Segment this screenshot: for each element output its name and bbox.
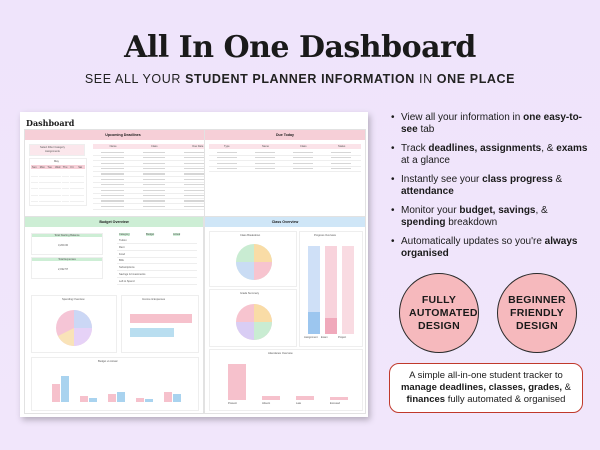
calendar-cell[interactable]	[31, 195, 38, 202]
progress-overview-chart	[299, 231, 363, 347]
calendar-day-label: Sat	[78, 165, 83, 169]
budget-row-label: Left to Spend	[119, 279, 135, 283]
calendar-days	[31, 165, 85, 169]
budget-row-label: Bills	[119, 259, 124, 263]
calendar-day-label: Wed	[55, 165, 61, 169]
due-today-panel	[204, 129, 366, 221]
panel-header: Due Today	[205, 130, 365, 140]
starting-balance-card	[31, 233, 103, 255]
attendance-label: Absent	[262, 402, 271, 405]
class-breakdown-pie	[210, 232, 296, 286]
table-row	[117, 243, 197, 244]
calendar-day-label: Sun	[32, 165, 37, 169]
budget-bar	[136, 398, 144, 402]
starting-balance-value: 3,200.00	[58, 244, 69, 247]
progress-bar-fill	[325, 318, 337, 334]
table-column-header: Type	[224, 145, 230, 148]
chart-title: Spending Overview	[62, 298, 85, 301]
progress-label: Assignment	[304, 336, 318, 339]
actual-bar	[145, 399, 153, 402]
attendance-label: Excused	[330, 402, 340, 405]
income-bar	[130, 314, 192, 323]
chart-title: Budget vs Actual	[98, 360, 118, 363]
panel-header: Class Overview	[205, 217, 365, 227]
table-column-header: Due Date	[192, 145, 204, 148]
progress-label: Project	[338, 336, 347, 339]
budget-actual-bars	[46, 368, 192, 402]
chart-title: Attendance Overview	[268, 352, 293, 355]
table-column-header: Class	[151, 145, 158, 148]
budget-table	[117, 233, 197, 289]
table-column-header: Class	[300, 145, 307, 148]
chart-title: Income & Expenses	[142, 298, 166, 301]
calendar-day-label: Thu	[62, 165, 68, 169]
calendar-cell[interactable]	[46, 195, 53, 202]
budget-bar	[80, 396, 88, 402]
budget-bar	[108, 394, 116, 402]
income-expenses-chart	[121, 295, 199, 353]
budget-row-label: Tuition	[119, 239, 127, 242]
chart-title: Grade Summary	[240, 292, 260, 295]
filter-value[interactable]: Assignments	[45, 150, 60, 153]
budget-bar	[52, 384, 60, 402]
spending-overview-chart	[31, 295, 117, 353]
actual-bar	[173, 394, 181, 402]
total-expenses-label: Total Expenses	[32, 258, 102, 261]
calendar-cell[interactable]	[54, 195, 61, 202]
calendar-cell[interactable]	[39, 195, 46, 202]
table-column-header: Category	[119, 233, 130, 236]
automated-design-badge	[399, 273, 479, 353]
table-row	[117, 277, 197, 278]
budget-overview-panel	[24, 216, 204, 414]
calendar-day-label: Tue	[47, 165, 52, 169]
table-column-header: Name	[109, 145, 117, 148]
actual-bar	[61, 376, 69, 402]
upcoming-deadlines-panel	[24, 129, 222, 221]
total-expenses-card	[31, 257, 103, 279]
badge-text: BEGINNER FRIENDLY DESIGN	[508, 293, 566, 332]
class-breakdown-chart	[209, 231, 297, 287]
feature-item: • Automatically updates so you're always organised	[391, 236, 591, 260]
budget-row-label: Rent	[119, 245, 125, 249]
table-column-header: Actual	[173, 233, 181, 236]
subtitle-part: SEE ALL YOUR	[84, 72, 186, 86]
filter-box	[29, 144, 85, 156]
filter-label: Select Filter Category	[40, 146, 65, 149]
panel-header: Upcoming Deadlines	[25, 130, 221, 140]
progress-bar-fill	[308, 312, 320, 334]
starting-balance-label: Total Starting Balance	[32, 234, 102, 237]
total-expenses-value: 2,032.57	[58, 268, 69, 271]
spending-pie	[32, 296, 116, 352]
dashboard-title: Dashboard	[26, 118, 75, 128]
feature-item: • Track deadlines, assignments, & exams at a glance	[391, 143, 591, 167]
attendance-bar-excused	[330, 397, 348, 400]
table-row	[93, 204, 217, 210]
deadline-table	[93, 144, 217, 208]
table-row	[209, 166, 361, 172]
calendar-cell[interactable]	[77, 195, 84, 202]
attendance-label: Present	[228, 402, 237, 405]
table-row	[117, 257, 197, 258]
subtitle-bold: STUDENT PLANNER INFORMATION	[185, 72, 415, 86]
attendance-bar-present	[228, 364, 246, 400]
due-table	[209, 144, 361, 208]
badge-text: FULLY AUTOMATED DESIGN	[409, 293, 478, 332]
attendance-bar-late	[296, 396, 314, 400]
subtitle-part: IN	[414, 72, 437, 86]
subtitle-bold: ONE PLACE	[436, 72, 516, 86]
budget-vs-actual-chart	[31, 357, 199, 411]
panel-header: Budget Overview	[25, 217, 203, 227]
feature-item: • View all your information in one easy-to-see tab	[391, 112, 591, 136]
calendar	[29, 158, 87, 206]
actual-bar	[89, 398, 97, 402]
calendar-day-label: Fri	[70, 165, 74, 169]
table-column-header: Budget	[146, 233, 155, 236]
calendar-day-label: Mon	[39, 165, 45, 169]
table-column-header: Name	[262, 145, 269, 148]
budget-row-label: Subscriptions	[119, 266, 135, 270]
attendance-labels	[224, 402, 356, 408]
progress-label: Exam	[321, 336, 328, 339]
budget-row-label: Savings & Investments	[119, 273, 146, 276]
table-row	[117, 270, 197, 271]
table-row	[117, 263, 197, 264]
feature-item: • Instantly see your class progress & attendance	[391, 174, 591, 198]
expenses-bar	[130, 328, 174, 337]
grade-summary-chart	[209, 289, 297, 347]
class-overview-panel	[204, 216, 366, 414]
chart-title: Class Breakdown	[240, 234, 261, 237]
progress-labels	[304, 336, 360, 342]
calendar-grid	[31, 170, 85, 202]
progress-bar-track	[342, 246, 354, 334]
attendance-overview-chart	[209, 349, 363, 411]
budget-row-label: Food	[119, 252, 125, 256]
beginner-friendly-badge	[497, 273, 577, 353]
budget-bar	[164, 392, 172, 402]
table-column-header: Status	[338, 145, 346, 148]
calendar-cell[interactable]	[62, 195, 69, 202]
calendar-cell[interactable]	[70, 195, 77, 202]
attendance-bar-absent	[262, 396, 280, 400]
calendar-month: May	[54, 160, 59, 163]
summary-callout: A simple all-in-one student tracker to manage deadlines, classes, grades, & finances fully automated & organised	[389, 363, 583, 413]
attendance-label: Late	[296, 402, 302, 405]
page-title: All In One Dashboard	[124, 30, 476, 65]
page-subtitle	[0, 72, 600, 86]
dashboard-preview	[20, 112, 368, 417]
feature-list	[391, 112, 591, 267]
chart-title: Progress Overview	[314, 234, 336, 237]
grade-summary-pie	[210, 290, 296, 346]
feature-item: • Monitor your budget, savings, & spending breakdown	[391, 205, 591, 229]
table-row	[117, 250, 197, 251]
table-row	[117, 284, 197, 285]
actual-bar	[117, 392, 125, 402]
